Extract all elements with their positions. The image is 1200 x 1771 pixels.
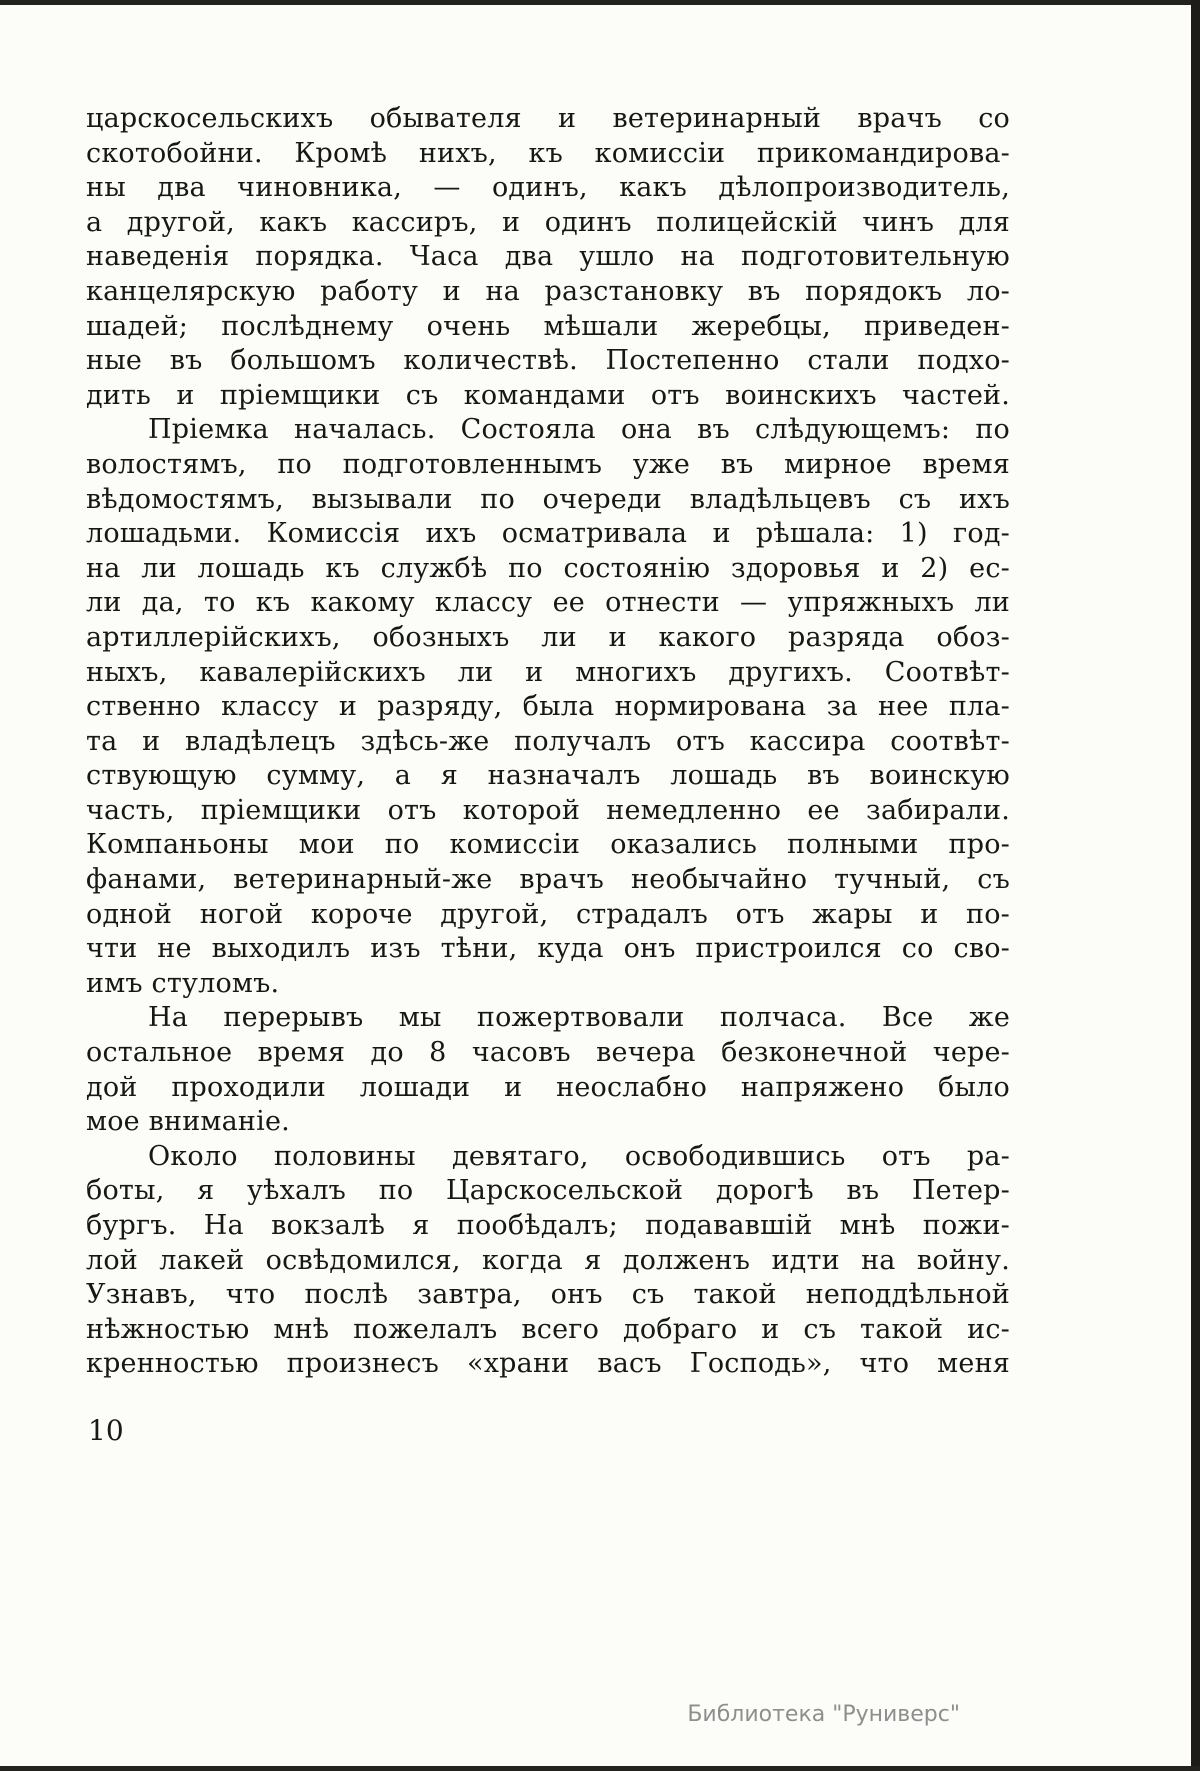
text-line: боты, я уѣхалъ по Царскосельской дорогѣ въ Петер- [86, 1175, 1010, 1207]
text-line: царскосельскихъ обывателя и ветеринарный врачъ со [86, 103, 1010, 134]
text-line: мое вниманіе. [86, 1106, 290, 1138]
text-line: волостямъ, по подготовленнымъ уже въ мирное время [86, 448, 1010, 480]
paragraph [86, 413, 1010, 1001]
paragraph [86, 102, 1010, 413]
text-block [86, 102, 1010, 1382]
text-line: часть, пріемщики отъ которой немедленно ее забирали. [86, 794, 1010, 826]
text-line: наведенія порядка. Часа два ушло на подготовительную [86, 241, 1010, 273]
text-line: а другой, какъ кассиръ, и одинъ полицейскій чинъ для [86, 206, 1010, 238]
text-line: дить и пріемщики съ командами отъ воинскихъ частей. [86, 379, 1010, 411]
text-line: ствующую сумму, а я назначалъ лошадь въ воинскую [86, 760, 1010, 792]
text-line: скотобойни. Кромѣ нихъ, къ комиссіи прикомандирова- [86, 137, 1010, 169]
text-line: ныхъ, кавалерійскихъ ли и многихъ другихъ. Соотвѣт- [86, 656, 1010, 688]
text-line: фанами, ветеринарный-же врачъ необычайно тучный, съ [86, 864, 1010, 896]
text-line: кренностью произнесъ «храни васъ Господь», что меня [86, 1348, 1010, 1380]
text-line: нѣжностью мнѣ пожелалъ всего добраго и съ такой ис- [86, 1313, 1010, 1345]
text-line: Пріемка началась. Состояла она въ слѣдующемъ: по [148, 414, 1010, 446]
text-line: бургъ. На вокзалѣ я пообѣдалъ; подававшій мнѣ пожи- [86, 1210, 1010, 1241]
text-line: лой лакей освѣдомился, когда я долженъ идти на войну. [86, 1244, 1010, 1276]
paragraph [86, 1140, 1010, 1382]
text-line: ственно классу и разряду, была нормирована за нее пла- [86, 691, 1010, 723]
text-line: остальное время до 8 часовъ вечера безконечной чере- [86, 1037, 1010, 1069]
text-line: Компаньоны мои по комиссіи оказались полными про- [86, 829, 1010, 861]
scan-edge-bottom [0, 1766, 1200, 1771]
text-line: чти не выходилъ изъ тѣни, куда онъ пристроился со сво- [86, 933, 1010, 965]
text-line: Около половины девятаго, освободившись отъ ра- [148, 1140, 1010, 1172]
text-line: имъ стуломъ. [86, 967, 280, 999]
text-line: ны два чиновника, — одинъ, какъ дѣлопроизводитель, [86, 172, 1010, 204]
text-line: одной ногой короче другой, страдалъ отъ жары и по- [86, 898, 1010, 930]
text-line: Узнавъ, что послѣ завтра, онъ съ такой неподдѣльной [86, 1279, 1010, 1311]
text-line: та и владѣлецъ здѣсь-же получалъ отъ кассира соотвѣт- [86, 725, 1010, 757]
text-line: артиллерійскихъ, обозныхъ ли и какого разряда обоз- [86, 621, 1010, 653]
scan-edge-top [0, 0, 1200, 5]
paragraph [86, 1001, 1010, 1139]
text-line: ли да, то къ какому классу ее отнести — упряжныхъ ли [86, 587, 1010, 619]
text-line: вѣдомостямъ, вызывали по очереди владѣльцевъ съ ихъ [86, 483, 1010, 515]
scan-edge-right [1191, 0, 1200, 1771]
text-line: шадей; послѣднему очень мѣшали жеребцы, приведен- [86, 310, 1010, 342]
text-line: На перерывъ мы пожертвовали полчаса. Все же [148, 1002, 1010, 1034]
text-line: канцелярскую работу и на разстановку въ порядокъ ло- [86, 275, 1010, 307]
page-number: 10 [88, 1414, 124, 1447]
text-line: ные въ большомъ количествѣ. Постепенно стали подхо- [86, 345, 1010, 377]
text-line: лошадьми. Комиссія ихъ осматривала и рѣшала: 1) год- [86, 518, 1010, 550]
text-line: дой проходили лошади и неослабно напряжено было [86, 1071, 1010, 1103]
library-watermark: Библиотека "Руниверс" [687, 1702, 960, 1727]
text-line: на ли лошадь къ службѣ по состоянію здоровья и 2) ес- [86, 552, 1010, 584]
